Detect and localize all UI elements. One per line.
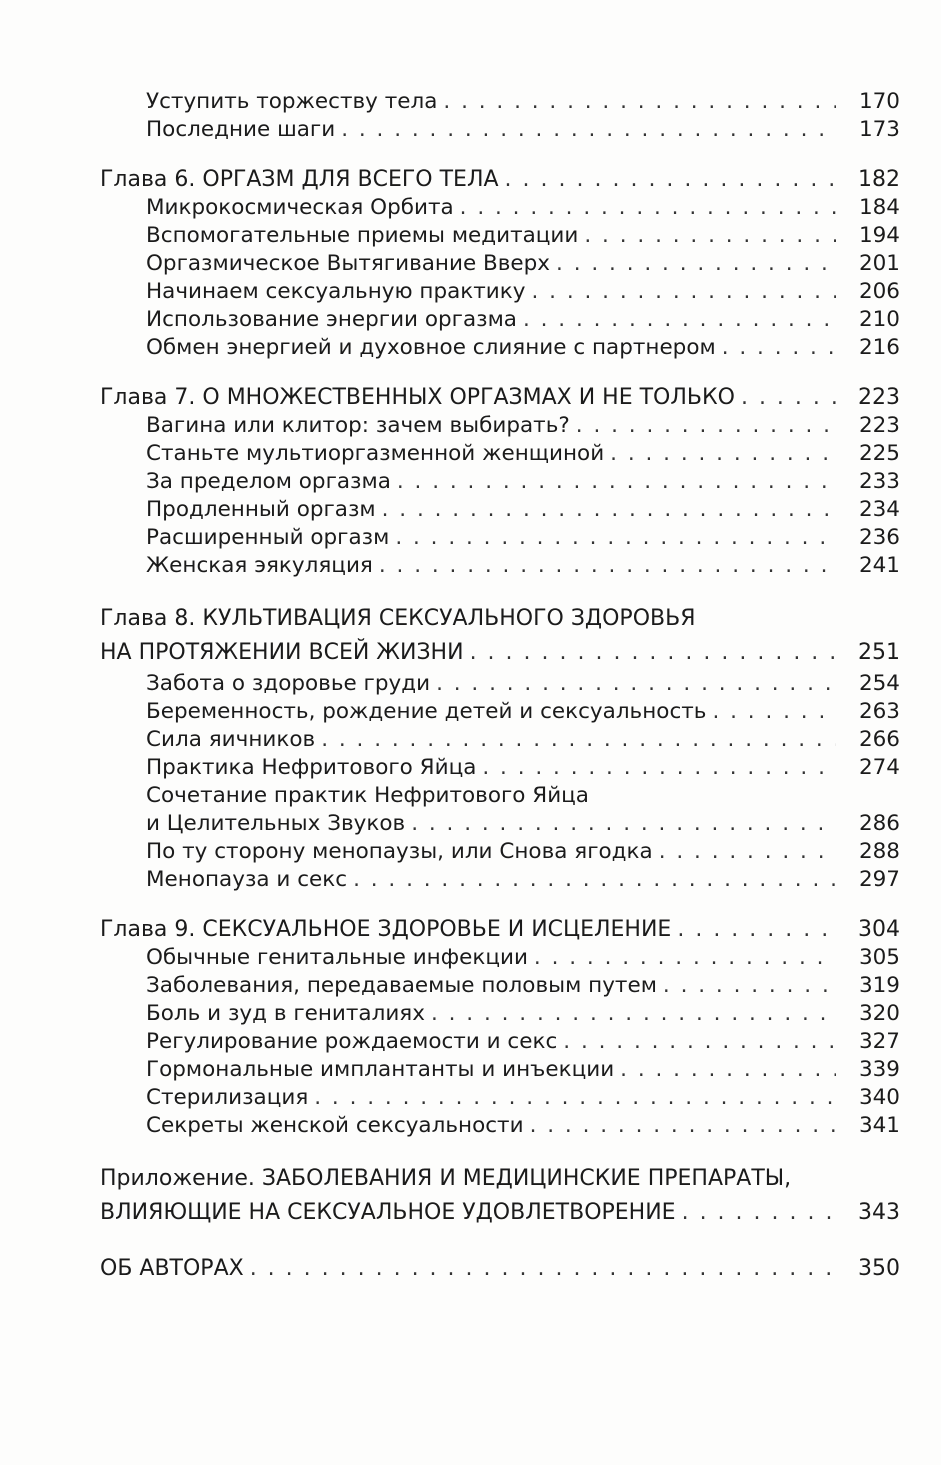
toc-chapter-title: Глава 8. КУЛЬТИВАЦИЯ СЕКСУАЛЬНОГО ЗДОРОВЬЯ bbox=[100, 606, 696, 631]
toc-entry-title: Использование энергии оргазма bbox=[146, 307, 517, 332]
leader-dots bbox=[523, 306, 836, 334]
leader-dots bbox=[531, 278, 836, 306]
toc-entry-page: 297 bbox=[858, 867, 900, 892]
toc-entry bbox=[100, 1084, 900, 1112]
leader-dots bbox=[620, 1056, 836, 1084]
toc-entry bbox=[100, 552, 900, 580]
toc-entry-title: Оргазмическое Вытягивание Вверх bbox=[146, 251, 551, 276]
leader-dots bbox=[436, 670, 836, 698]
leader-dots bbox=[722, 334, 836, 362]
toc-entry bbox=[100, 496, 900, 524]
toc-entry-page: 223 bbox=[858, 413, 900, 438]
leader-dots bbox=[610, 440, 836, 468]
toc-entry-page: 225 bbox=[858, 441, 900, 466]
toc-entry-page: 305 bbox=[858, 945, 900, 970]
toc-entry-title: Последние шаги bbox=[146, 117, 336, 142]
toc-entry-page: 341 bbox=[858, 1113, 900, 1138]
toc-entry-title: Женская эякуляция bbox=[146, 553, 373, 578]
toc-entry-page: 206 bbox=[858, 279, 900, 304]
toc-entry bbox=[100, 116, 900, 144]
toc-appendix bbox=[100, 1162, 900, 1196]
toc-entry-title: Беременность, рождение детей и сексуальность bbox=[146, 699, 707, 724]
toc-entry-page: 320 bbox=[858, 1001, 900, 1026]
toc-entry-page: 236 bbox=[858, 525, 900, 550]
toc-entry-page: 173 bbox=[858, 117, 900, 142]
toc-entry bbox=[100, 412, 900, 440]
toc-chapter-title: Глава 6. ОРГАЗМ ДЛЯ ВСЕГО ТЕЛА bbox=[100, 167, 499, 192]
toc-entry-title: Заболевания, передаваемые половым путем bbox=[146, 973, 657, 998]
toc-entry-title: Гормональные имплантанты и инъекции bbox=[146, 1057, 615, 1082]
toc-entry bbox=[100, 838, 900, 866]
toc-about-authors-title: ОБ АВТОРАХ bbox=[100, 1256, 244, 1281]
toc-chapter-title: НА ПРОТЯЖЕНИИ ВСЕЙ ЖИЗНИ bbox=[100, 640, 464, 665]
toc-chapter-title: Глава 9. СЕКСУАЛЬНОЕ ЗДОРОВЬЕ И ИСЦЕЛЕНИЕ bbox=[100, 917, 672, 942]
toc-entry-page: 266 bbox=[858, 727, 900, 752]
toc-entry-page: 201 bbox=[858, 251, 900, 276]
leader-dots bbox=[505, 166, 836, 194]
toc-entry-page: 223 bbox=[858, 385, 900, 410]
toc-entry-title: Менопауза и секс bbox=[146, 867, 348, 892]
toc-chapter-continued bbox=[100, 636, 900, 670]
leader-dots bbox=[250, 1252, 836, 1286]
toc-entry-page: 286 bbox=[858, 811, 900, 836]
toc-entry bbox=[100, 524, 900, 552]
toc-entry-page: 251 bbox=[858, 640, 900, 665]
toc-entry-page: 241 bbox=[858, 553, 900, 578]
toc-entry-page: 327 bbox=[858, 1029, 900, 1054]
toc-entry-page: 170 bbox=[858, 89, 900, 114]
leader-dots bbox=[321, 726, 836, 754]
leader-dots bbox=[677, 916, 836, 944]
toc-entry bbox=[100, 334, 900, 362]
toc-entry-page: 339 bbox=[858, 1057, 900, 1082]
toc-chapter bbox=[100, 602, 900, 636]
leader-dots bbox=[470, 636, 836, 670]
toc-entry-page: 340 bbox=[858, 1085, 900, 1110]
toc-entry bbox=[100, 250, 900, 278]
toc-entry bbox=[100, 698, 900, 726]
toc-entry bbox=[100, 1000, 900, 1028]
toc-entry-title: Боль и зуд в гениталиях bbox=[146, 1001, 425, 1026]
leader-dots bbox=[584, 222, 836, 250]
toc-entry-continued bbox=[100, 810, 900, 838]
toc-entry-page: 184 bbox=[858, 195, 900, 220]
leader-dots bbox=[443, 88, 836, 116]
toc-entry-page: 263 bbox=[858, 699, 900, 724]
toc-appendix-continued bbox=[100, 1196, 900, 1230]
toc-entry-title: Начинаем сексуальную практику bbox=[146, 279, 526, 304]
leader-dots bbox=[659, 838, 836, 866]
leader-dots bbox=[663, 972, 836, 1000]
toc-entry-title: Уступить торжеству тела bbox=[146, 89, 438, 114]
toc-entry-page: 233 bbox=[858, 469, 900, 494]
toc-entry-title: Сила яичников bbox=[146, 727, 316, 752]
toc-chapter bbox=[100, 166, 900, 194]
toc-entry-title: Обычные генитальные инфекции bbox=[146, 945, 528, 970]
toc-entry-page: 194 bbox=[858, 223, 900, 248]
leader-dots bbox=[397, 468, 836, 496]
toc-entry-title: Расширенный оргазм bbox=[146, 525, 390, 550]
toc-entry-title: По ту сторону менопаузы, или Снова ягодка bbox=[146, 839, 653, 864]
toc-entry-title: Стерилизация bbox=[146, 1085, 309, 1110]
toc-entry-page: 304 bbox=[858, 917, 900, 942]
toc-entry-title: Вагина или клитор: зачем выбирать? bbox=[146, 413, 570, 438]
toc-entry-page: 343 bbox=[858, 1200, 900, 1225]
toc-entry-page: 288 bbox=[858, 839, 900, 864]
toc-entry-page: 216 bbox=[858, 335, 900, 360]
toc-chapter bbox=[100, 384, 900, 412]
leader-dots bbox=[576, 412, 836, 440]
toc-entry bbox=[100, 1028, 900, 1056]
leader-dots bbox=[341, 116, 836, 144]
toc-entry-page: 182 bbox=[858, 167, 900, 192]
toc-entry bbox=[100, 440, 900, 468]
toc-entry bbox=[100, 278, 900, 306]
toc-entry-title: и Целительных Звуков bbox=[146, 811, 406, 836]
leader-dots bbox=[395, 524, 836, 552]
toc-entry-title: Забота о здоровье груди bbox=[146, 671, 431, 696]
toc-entry-title: Секреты женской сексуальности bbox=[146, 1113, 524, 1138]
toc-chapter bbox=[100, 916, 900, 944]
leader-dots bbox=[741, 384, 836, 412]
toc-entry bbox=[100, 866, 900, 894]
leader-dots bbox=[411, 810, 836, 838]
toc-entry bbox=[100, 972, 900, 1000]
toc-entry bbox=[100, 1112, 900, 1140]
toc-appendix-title: Приложение. ЗАБОЛЕВАНИЯ И МЕДИЦИНСКИЕ ПРЕПАРАТЫ, bbox=[100, 1166, 792, 1191]
toc-entry bbox=[100, 754, 900, 782]
toc-entry-page: 350 bbox=[858, 1256, 900, 1281]
toc-entry-title: Сочетание практик Нефритового Яйца bbox=[146, 783, 589, 808]
toc-appendix-title: ВЛИЯЮЩИЕ НА СЕКСУАЛЬНОЕ УДОВЛЕТВОРЕНИЕ bbox=[100, 1200, 676, 1225]
leader-dots bbox=[314, 1084, 836, 1112]
toc-entry-page: 274 bbox=[858, 755, 900, 780]
toc-entry-title: Практика Нефритового Яйца bbox=[146, 755, 477, 780]
toc-entry bbox=[100, 1056, 900, 1084]
toc-entry bbox=[100, 468, 900, 496]
toc-entry-title: За пределом оргазма bbox=[146, 469, 391, 494]
toc-entry bbox=[100, 944, 900, 972]
toc-entry-title: Продленный оргазм bbox=[146, 497, 376, 522]
leader-dots bbox=[431, 1000, 836, 1028]
toc-entry-title: Станьте мультиоргазменной женщиной bbox=[146, 441, 605, 466]
leader-dots bbox=[556, 250, 836, 278]
toc-entry bbox=[100, 306, 900, 334]
toc-entry-title: Вспомогательные приемы медитации bbox=[146, 223, 579, 248]
leader-dots bbox=[379, 552, 836, 580]
leader-dots bbox=[563, 1028, 836, 1056]
leader-dots bbox=[482, 754, 836, 782]
toc-entry bbox=[100, 88, 900, 116]
toc-entry-title: Обмен энергией и духовное слияние с партнером bbox=[146, 335, 716, 360]
table-of-contents bbox=[100, 88, 900, 1286]
toc-about-authors bbox=[100, 1252, 900, 1286]
toc-entry-page: 234 bbox=[858, 497, 900, 522]
toc-entry bbox=[100, 726, 900, 754]
toc-entry-title: Регулирование рождаемости и секс bbox=[146, 1029, 558, 1054]
leader-dots bbox=[382, 496, 836, 524]
leader-dots bbox=[712, 698, 836, 726]
leader-dots bbox=[460, 194, 836, 222]
toc-entry bbox=[100, 194, 900, 222]
toc-entry bbox=[100, 782, 900, 810]
leader-dots bbox=[353, 866, 836, 894]
toc-entry bbox=[100, 670, 900, 698]
toc-entry-page: 254 bbox=[858, 671, 900, 696]
toc-entry-page: 319 bbox=[858, 973, 900, 998]
toc-entry-page: 210 bbox=[858, 307, 900, 332]
toc-chapter-title: Глава 7. О МНОЖЕСТВЕННЫХ ОРГАЗМАХ И НЕ ТОЛЬКО bbox=[100, 385, 735, 410]
toc-entry-title: Микрокосмическая Орбита bbox=[146, 195, 454, 220]
toc-entry bbox=[100, 222, 900, 250]
leader-dots bbox=[530, 1112, 836, 1140]
leader-dots bbox=[534, 944, 836, 972]
leader-dots bbox=[682, 1196, 836, 1230]
